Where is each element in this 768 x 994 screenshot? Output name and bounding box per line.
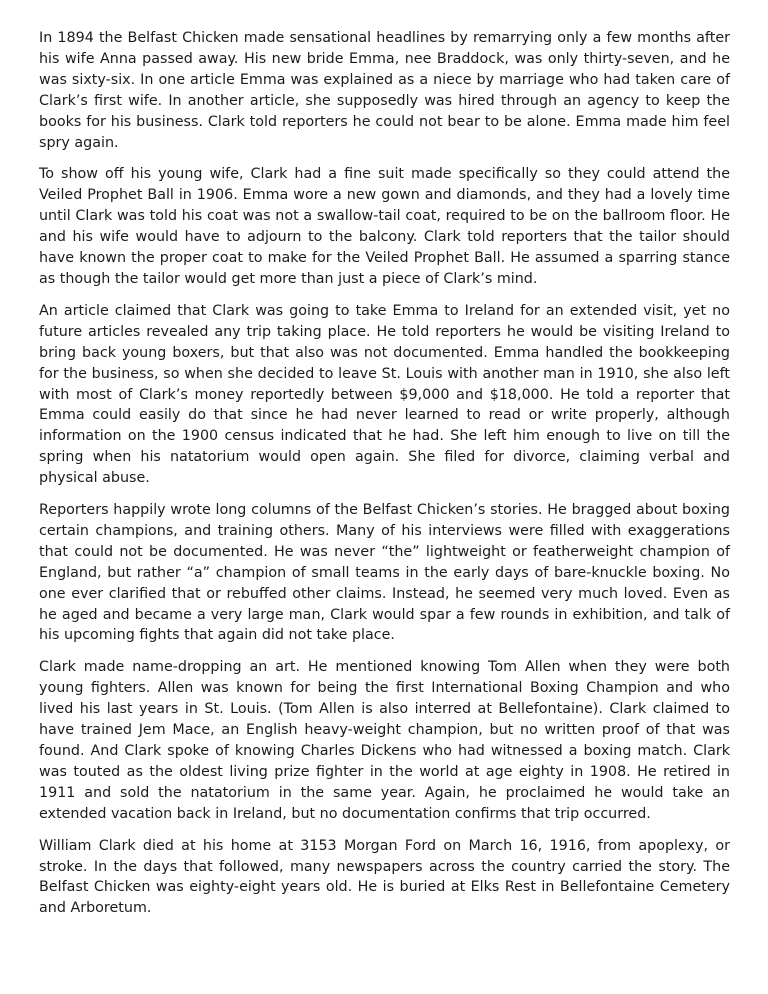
paragraph-remarriage: In 1894 the Belfast Chicken made sensational headlines by remarrying only a few months after his wife Anna passed away. His new bride Emma, nee Braddock, was only thirty-seven, and he was sixty-six. In one article Emma was explained as a niece by marriage who had taken care of Clark’s first wife. In another article, she supposedly was hired through an agency to keep the books for his business. Clark told reporters he could not bear to be alone. Emma made him feel spry again.: [39, 30, 730, 151]
paragraph-name-dropping: Clark made name-dropping an art. He mentioned knowing Tom Allen when they were both young fighters. Allen was known for being the first International Boxing Champion and who lived his last years in St. Louis. (Tom Allen is also interred at Bellefontaine). Clark claimed to have trained Jem Mace, an English heavy-weight champion, but no written proof of that was found. And Clark spoke of knowing Charles Dickens who had witnessed a boxing match. Clark was touted as the oldest living prize fighter in the world at age eighty in 1908. He retired in 1911 and sold the natatorium in the same year. Again, he proclaimed he would take an extended vacation back in Ireland, but no documentation confirms that trip occurred.: [39, 659, 730, 822]
paragraph-death: William Clark died at his home at 3153 Morgan Ford on March 16, 1916, from apoplexy, or stroke. In the days that followed, many newspapers across the country carried the story. The Belfast Chicken was eighty-eight years old. He is buried at Elks Rest in Bellefontaine Cemetery and Arboretum.: [39, 837, 730, 917]
paragraph-emma-departure: An article claimed that Clark was going to take Emma to Ireland for an extended visit, yet no future articles revealed any trip taking place. He told reporters he would be visiting Ireland to bring back young boxers, but that also was not documented. Emma handled the bookkeeping for the business, so when she decided to leave St. Louis with another man in 1910, she also left with most of Clark’s money reportedly between $9,000 and $18,000. He told a reporter that Emma could easily do that since he had never learned to read or write properly, although information on the 1900 census indicated that he had. She left him enough to live on till the spring when his natatorium would open again. She filed for divorce, claiming verbal and physical abuse.: [39, 302, 730, 487]
paragraph-veiled-prophet-ball: To show off his young wife, Clark had a fine suit made specifically so they could attend the Veiled Prophet Ball in 1906. Emma wore a new gown and diamonds, and they had a lovely time until Clark was told his coat was not a swallow-tail coat, required to be on the ballroom floor. He and his wife would have to adjourn to the balcony. Clark told reporters that the tailor should have known the proper coat to make for the Veiled Prophet Ball. He assumed a sparring stance as though the tailor would get more than just a piece of Clark’s mind.: [39, 166, 730, 287]
paragraph-reporters-stories: Reporters happily wrote long columns of the Belfast Chicken’s stories. He bragged about boxing certain champions, and training others. Many of his interviews were filled with exaggerations that could not be documented. He was never “the” lightweight or featherweight champion of England, but rather “a” champion of small teams in the early days of bare-knuckle boxing. No one ever clarified that or rebuffed other claims. Instead, he seemed very much loved. Even as he aged and became a very large man, Clark would spar a few rounds in exhibition, and talk of his upcoming fights that again did not take place.: [39, 502, 730, 644]
